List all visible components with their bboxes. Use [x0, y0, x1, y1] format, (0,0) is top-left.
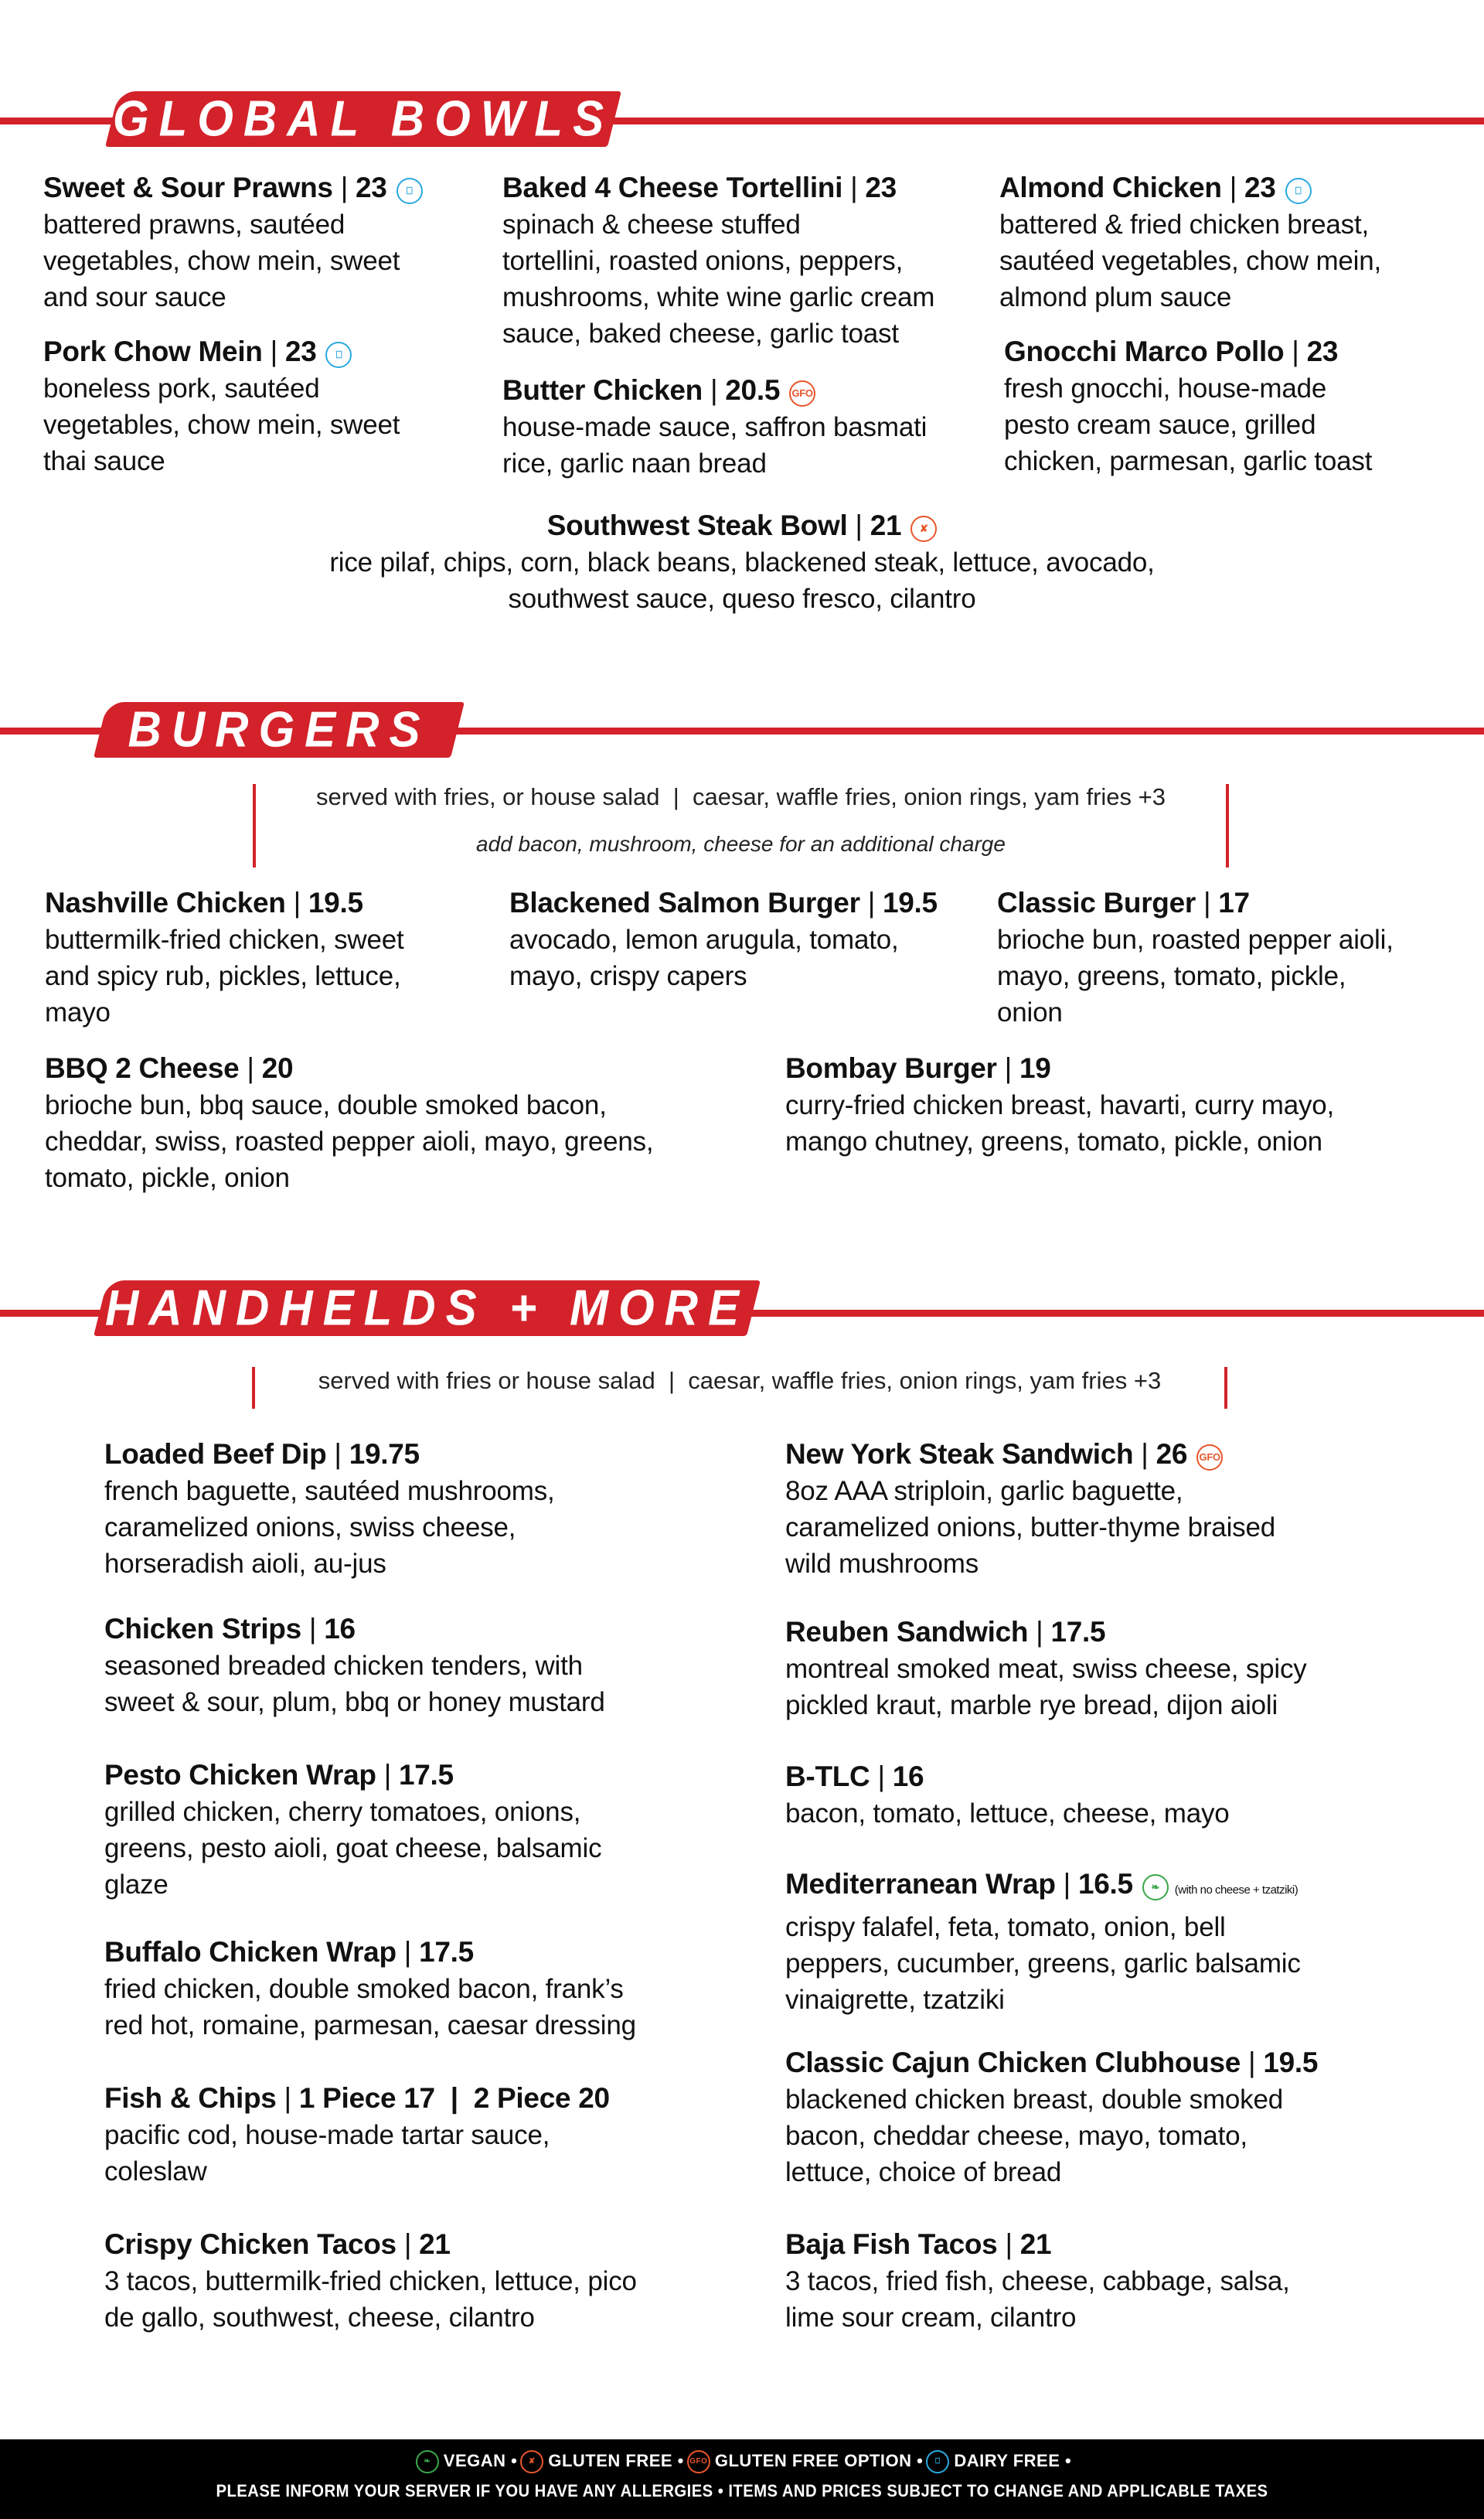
item-description: blackened chicken breast, double smoked bacon, cheddar cheese, mayo, tomato, lettuce, choice of bread: [785, 2084, 1283, 2187]
item-price: 20.5: [725, 374, 781, 406]
item-name: Loaded Beef Dip: [104, 1438, 327, 1470]
separator: |: [334, 1438, 342, 1470]
separator: |: [383, 1759, 391, 1791]
item-name: Buffalo Chicken Wrap: [104, 1936, 397, 1968]
leaf-icon: ❧: [416, 2450, 439, 2473]
separator: |: [1248, 2047, 1256, 2078]
item-price: 23: [865, 172, 897, 203]
item-price: 16.5: [1077, 1868, 1133, 1900]
separator: |: [1063, 1868, 1070, 1900]
item-price: 17.5: [399, 1759, 454, 1791]
item-name: Fish & Chips: [104, 2082, 277, 2114]
footer: [0, 2439, 1484, 2519]
menu-item-title: [0, 507, 1484, 544]
menu-item: [999, 169, 1381, 315]
item-price: 23: [356, 172, 387, 203]
item-description: crispy falafel, feta, tomato, onion, bell peppers, cucumber, greens, garlic balsamic vinaigrette, tzatziki: [785, 1912, 1301, 2015]
item-name: Baja Fish Tacos: [785, 2228, 998, 2260]
item-name: Reuben Sandwich: [785, 1616, 1029, 1648]
separator: |: [855, 510, 863, 541]
item-description: curry-fried chicken breast, havarti, curry mayo, mango chutney, greens, tomato, pickle, onion: [785, 1090, 1335, 1157]
separator: |: [403, 1936, 412, 1968]
gluten-free-option-icon: GFO: [789, 380, 815, 407]
item-name: Classic Burger: [997, 887, 1196, 919]
menu-item: [502, 372, 927, 482]
item-price: 21: [1019, 2228, 1052, 2260]
item-description: french baguette, sautéed mushrooms, caramelized onions, swiss cheese, horseradish aioli, au-jus: [104, 1476, 555, 1579]
menu-item-title: [502, 169, 934, 206]
item-name: Almond Chicken: [999, 172, 1222, 203]
menu-item-title: [785, 1866, 1301, 1909]
note-divider: [1224, 1367, 1227, 1409]
item-name: BBQ 2 Cheese: [45, 1052, 240, 1084]
separator: |: [293, 887, 301, 919]
menu-item: [104, 1436, 555, 1582]
item-description: brioche bun, roasted pepper aioli, mayo, greens, tomato, pickle, onion: [997, 925, 1394, 1028]
item-description: avocado, lemon arugula, tomato, mayo, crispy capers: [509, 925, 899, 991]
menu-item: [785, 1436, 1275, 1582]
item-description: spinach & cheese stuffed tortellini, roasted onions, peppers, mushrooms, white wine garlic cream sauce, baked cheese, garlic toast: [502, 210, 935, 349]
item-description: rice pilaf, chips, corn, black beans, blackened steak, lettuce, avocado, southwest sauce, queso fresco, cilantro: [329, 547, 1155, 614]
legend-label: DAIRY FREE •: [954, 2451, 1072, 2470]
menu-item: [785, 1758, 1230, 1832]
menu-item-title: [999, 169, 1381, 206]
item-name: Southwest Steak Bowl: [546, 510, 848, 541]
item-description: fried chicken, double smoked bacon, frank’s red hot, romaine, parmesan, caesar dressing: [104, 1974, 636, 2040]
menu-item-title: [104, 1436, 555, 1473]
menu-item-title: [104, 1934, 636, 1971]
item-name: Nashville Chicken: [45, 887, 286, 919]
separator: |: [1141, 1438, 1149, 1470]
item-description: 3 tacos, fried fish, cheese, cabbage, salsa, lime sour cream, cilantro: [785, 2266, 1290, 2333]
note-divider: [1226, 784, 1229, 868]
menu-item: [0, 507, 1484, 617]
item-price: 20: [261, 1052, 294, 1084]
menu-item: [104, 1611, 605, 1720]
item-price: 21: [870, 510, 902, 541]
separator: |: [1004, 1052, 1012, 1084]
icon-note: (with no cheese + tzatziki): [1174, 1883, 1298, 1897]
separator: |: [710, 374, 718, 406]
item-name: Pork Chow Mein: [43, 336, 263, 367]
menu-item-title: [104, 1757, 601, 1794]
section-title: GLOBAL BOWLS: [112, 90, 614, 147]
item-name: Chicken Strips: [104, 1613, 301, 1645]
separator: |: [1292, 336, 1299, 367]
menu-item: [785, 2044, 1318, 2190]
item-price: 19.5: [1263, 2047, 1319, 2078]
menu-item-title: [104, 1611, 605, 1648]
separator: |: [340, 172, 349, 203]
menu-item-title: [785, 1436, 1275, 1473]
menu-item-title: [43, 333, 400, 370]
item-price: 17.5: [419, 1936, 474, 1968]
menu-item: [104, 2226, 637, 2336]
menu-item-title: [509, 885, 938, 922]
allergy-disclaimer: PLEASE INFORM YOUR SERVER IF YOU HAVE ANY ALLERGIES • ITEMS AND PRICES SUBJECT TO CHANGE AND APPLICABLE TAXES: [216, 2481, 1268, 2500]
menu-item: [43, 169, 423, 315]
separator: |: [270, 336, 277, 367]
menu-item-title: [1004, 333, 1372, 370]
item-price: 16: [892, 1761, 924, 1792]
separator: |: [284, 2082, 291, 2114]
item-price: 19.75: [349, 1438, 420, 1470]
gluten-free-option-icon: GFO: [1196, 1444, 1223, 1471]
separator: |: [247, 1052, 254, 1084]
burgers-sides-note: served with fries, or house salad | caesar, waffle fries, onion rings, yam fries +3: [315, 783, 1166, 810]
item-price: 17.5: [1050, 1616, 1106, 1648]
menu-item: [1004, 333, 1372, 479]
legend-label: GLUTEN FREE •: [548, 2451, 684, 2470]
item-name: Pesto Chicken Wrap: [104, 1759, 376, 1791]
menu-item-title: [785, 1758, 1230, 1795]
item-description: house-made sauce, saffron basmati rice, garlic naan bread: [502, 412, 928, 479]
menu-item: [785, 1614, 1307, 1723]
item-price: 23: [1244, 172, 1276, 203]
bottle-icon: ⎕: [397, 178, 423, 204]
item-name: Butter Chicken: [502, 374, 703, 406]
item-description: montreal smoked meat, swiss cheese, spicy pickled kraut, marble rye bread, dijon aioli: [785, 1654, 1307, 1720]
item-description: buttermilk-fried chicken, sweet and spicy rub, pickles, lettuce, mayo: [45, 925, 404, 1028]
section-banner-burgers: [94, 702, 465, 758]
menu-item: [43, 333, 400, 479]
item-price: 16: [324, 1613, 356, 1645]
menu-item-title: [104, 2080, 610, 2117]
item-description: battered prawns, sautéed vegetables, chow mein, sweet and sour sauce: [43, 210, 400, 312]
item-name: Baked 4 Cheese Tortellini: [502, 172, 843, 203]
menu-item: [45, 1050, 653, 1196]
menu-item: [785, 2226, 1290, 2336]
menu-item-title: [45, 885, 404, 922]
item-price: 19: [1019, 1052, 1051, 1084]
menu-item: [785, 1866, 1301, 2018]
item-description: boneless pork, sautéed vegetables, chow mein, sweet thai sauce: [43, 373, 400, 476]
menu-item: [104, 1934, 636, 2043]
separator: |: [867, 887, 875, 919]
menu-item: [104, 1757, 601, 1903]
item-price: 23: [1306, 336, 1339, 367]
wheat-crossed-icon: ✘: [520, 2450, 543, 2473]
bottle-icon: ⎕: [1285, 178, 1312, 204]
item-description: pacific cod, house-made tartar sauce, coleslaw: [104, 2120, 550, 2187]
item-description: battered & fried chicken breast, sautéed vegetables, chow mein, almond plum sauce: [999, 210, 1382, 312]
dietary-legend: [0, 2449, 1484, 2473]
menu-item-title: [104, 2226, 637, 2263]
menu-item-title: [785, 2044, 1318, 2081]
item-description: fresh gnocchi, house-made pesto cream sauce, grilled chicken, parmesan, garlic toast: [1004, 373, 1373, 476]
separator: |: [1005, 2228, 1013, 2260]
bottle-icon: ⎕: [926, 2450, 949, 2473]
menu-item: [104, 2080, 610, 2190]
item-description: brioche bun, bbq sauce, double smoked bacon, cheddar, swiss, roasted pepper aioli, mayo, greens, tomato, pickle, onion: [45, 1090, 654, 1193]
item-price: 26: [1156, 1438, 1188, 1470]
handhelds-sides-note: served with fries or house salad | caesar, waffle fries, onion rings, yam fries +3: [318, 1367, 1162, 1394]
separator: |: [1229, 172, 1237, 203]
menu-item-title: [997, 885, 1394, 922]
menu-item: [509, 885, 938, 994]
item-name: Classic Cajun Chicken Clubhouse: [785, 2047, 1241, 2078]
item-price: 23: [284, 336, 317, 367]
menu-item-title: [502, 372, 927, 409]
item-price: 21: [419, 2228, 451, 2260]
menu-item-title: [43, 169, 423, 206]
separator: |: [403, 2228, 412, 2260]
separator: |: [877, 1761, 885, 1792]
item-price: 19.5: [308, 887, 363, 919]
item-name: Crispy Chicken Tacos: [104, 2228, 397, 2260]
separator: |: [308, 1613, 317, 1645]
item-description: seasoned breaded chicken tenders, with sweet & sour, plum, bbq or honey mustard: [104, 1651, 605, 1717]
menu-item-title: [785, 1050, 1334, 1087]
item-name: Mediterranean Wrap: [785, 1868, 1056, 1900]
item-description: 8oz AAA striploin, garlic baguette, caramelized onions, butter-thyme braised wild mushrooms: [785, 1476, 1275, 1579]
item-price: 17: [1218, 887, 1250, 919]
item-description: bacon, tomato, lettuce, cheese, mayo: [785, 1798, 1230, 1829]
section-banner-handhelds: [94, 1280, 761, 1336]
legend-label: VEGAN •: [443, 2451, 518, 2470]
menu-item: [45, 885, 404, 1031]
separator: |: [850, 172, 858, 203]
menu-item-title: [785, 1614, 1307, 1651]
section-title: HANDHELDS + MORE: [104, 1280, 750, 1336]
item-name: Sweet & Sour Prawns: [43, 172, 333, 203]
menu-item: [997, 885, 1394, 1031]
item-price: 19.5: [883, 887, 938, 919]
item-name: Blackened Salmon Burger: [509, 887, 860, 919]
gluten-free-option-icon: GFO: [687, 2450, 710, 2473]
section-banner-global-bowls: [105, 91, 621, 147]
item-name: Gnocchi Marco Pollo: [1004, 336, 1285, 367]
separator: |: [1203, 887, 1211, 919]
menu-item: [502, 169, 934, 352]
menu-item-title: [785, 2226, 1290, 2263]
bottle-icon: ⎕: [325, 342, 352, 368]
wheat-crossed-icon: ✘: [910, 516, 937, 542]
section-title: BURGERS: [128, 701, 431, 758]
menu-item-title: [45, 1050, 653, 1087]
item-name: New York Steak Sandwich: [785, 1438, 1134, 1470]
item-description: 3 tacos, buttermilk-fried chicken, lettuce, pico de gallo, southwest, cheese, cilantro: [104, 2266, 637, 2333]
separator: |: [1036, 1616, 1043, 1648]
leaf-icon: ❧: [1142, 1874, 1169, 1900]
item-description: grilled chicken, cherry tomatoes, onions, greens, pesto aioli, goat cheese, balsamic glaze: [104, 1797, 602, 1900]
item-name: Bombay Burger: [785, 1052, 997, 1084]
item-name: B-TLC: [785, 1761, 870, 1792]
menu-item: [785, 1050, 1334, 1160]
item-price: 1 Piece 17 | 2 Piece 20: [298, 2082, 610, 2114]
legend-label: GLUTEN FREE OPTION •: [714, 2451, 924, 2470]
burgers-addons-note: add bacon, mushroom, cheese for an additional charge: [476, 832, 1006, 856]
